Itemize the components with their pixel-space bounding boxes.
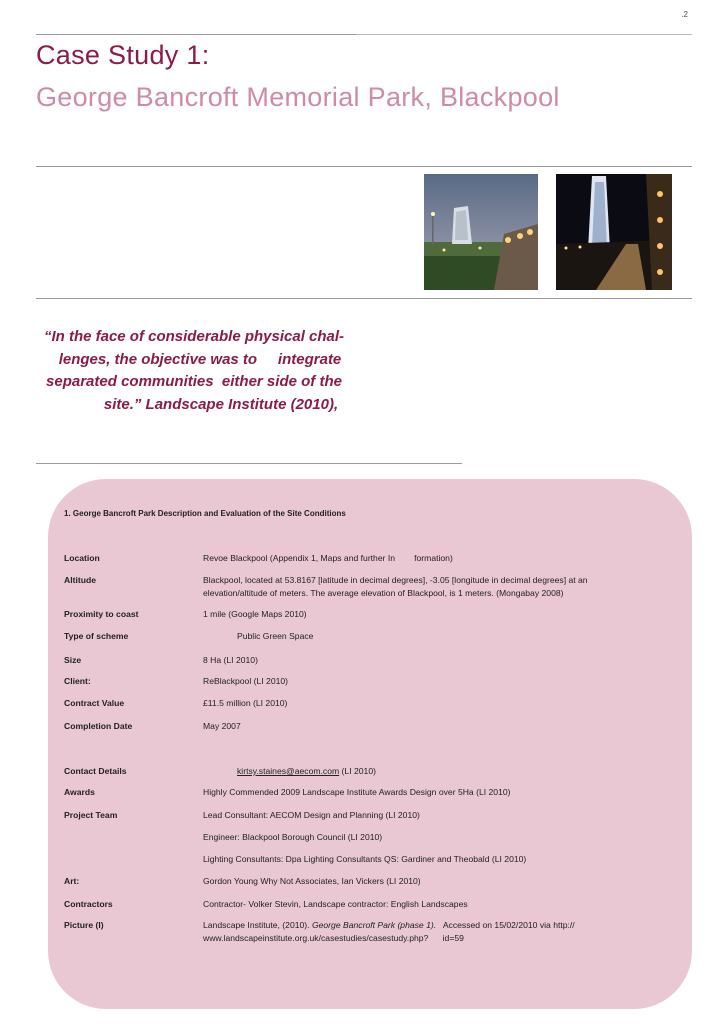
row-value-art: Gordon Young Why Not Associates, Ian Vickers (LI 2010) xyxy=(203,876,421,886)
row-value-engineer: Engineer: Blackpool Borough Council (LI 2010) xyxy=(203,832,383,842)
title-rule xyxy=(36,166,692,167)
pull-quote xyxy=(36,326,352,416)
photo-rule xyxy=(36,298,692,299)
section-title: 1. George Bancroft Park Description and Evaluation of the Site Conditions xyxy=(64,509,346,518)
contact-email-link[interactable]: kirtsy.staines@aecom.com xyxy=(237,766,340,776)
row-value-lighting: Lighting Consultants: Dpa Lighting Consultants QS: Gardiner and Theobald (LI 2010) xyxy=(203,854,527,864)
quote-line-1: “In the face of considerable physical chal- xyxy=(43,328,345,345)
top-rule-left xyxy=(36,34,356,35)
row-label-contract-value: Contract Value xyxy=(64,698,125,708)
row-label-awards: Awards xyxy=(64,787,95,797)
contact-email-suffix: (LI 2010) xyxy=(339,766,376,776)
row-label-art: Art: xyxy=(64,876,80,886)
row-label-location: Location xyxy=(64,553,100,563)
picture-citation-prefix: Landscape Institute, (2010). xyxy=(203,920,312,930)
row-value-location: Revoe Blackpool (Appendix 1, Maps and further In formation) xyxy=(203,553,453,563)
row-value-completion-date: May 2007 xyxy=(203,721,241,731)
row-label-client: Client: xyxy=(64,676,91,686)
row-value-scheme-type: Public Green Space xyxy=(237,631,314,641)
picture-citation-title: George Bancroft Park (phase 1). xyxy=(311,920,437,930)
row-value-contractors: Contractor- Volker Stevin, Landscape contractor: English Landscapes xyxy=(203,899,468,909)
row-label-project-team: Project Team xyxy=(64,810,118,820)
row-value-awards: Highly Commended 2009 Landscape Institute Awards Design over 5Ha (LI 2010) xyxy=(203,787,511,797)
tower-night-walkway-photo xyxy=(556,174,672,290)
row-label-contact: Contact Details xyxy=(64,766,127,776)
page-title: George Bancroft Memorial Park, Blackpool xyxy=(36,82,560,112)
quote-rule xyxy=(36,463,462,464)
row-label-picture: Picture (I) xyxy=(64,920,104,930)
row-value-proximity: 1 mile (Google Maps 2010) xyxy=(203,609,307,619)
row-label-size: Size xyxy=(64,655,82,665)
top-rule-right xyxy=(356,34,692,35)
quote-line-2: lenges, the objective was to integrate xyxy=(58,350,342,368)
row-value-picture xyxy=(203,919,663,944)
row-label-proximity: Proximity to coast xyxy=(64,609,139,619)
quote-line-3: separated communities either side of the xyxy=(46,373,342,390)
row-label-contractors: Contractors xyxy=(64,899,113,909)
row-value-contract-value: £11.5 million (LI 2010) xyxy=(203,698,288,708)
row-label-completion-date: Completion Date xyxy=(64,721,133,731)
picture-citation-access: Accessed on 15/02/2010 via http:// xyxy=(436,920,575,930)
row-value-lead-consultant: Lead Consultant: AECOM Design and Planning (LI 2010) xyxy=(203,810,420,820)
picture-citation-line-1 xyxy=(203,919,663,932)
picture-citation-line-2: www.landscapeinstitute.org.uk/casestudies/casestudy.php? id=59 xyxy=(203,932,464,943)
page-number: .2 xyxy=(681,10,688,19)
tower-dusk-photo xyxy=(424,174,538,290)
case-study-label: Case Study 1: xyxy=(36,40,210,70)
row-label-altitude: Altitude xyxy=(64,575,96,585)
row-label-scheme-type: Type of scheme xyxy=(64,631,129,641)
quote-line-4: site.” Landscape Institute (2010), xyxy=(103,395,339,413)
row-value-altitude: Blackpool, located at 53.8167 [latitude in decimal degrees], -3.05 [longitude in decimal degrees] at an elevation/altitude of meters. The average elevation of Blackpool, is 1 meters. (Mongabay 2008) xyxy=(203,575,588,598)
row-value-size: 8 Ha (LI 2010) xyxy=(203,655,258,665)
row-value-client: ReBlackpool (LI 2010) xyxy=(203,676,289,686)
row-value-contact xyxy=(237,765,697,778)
